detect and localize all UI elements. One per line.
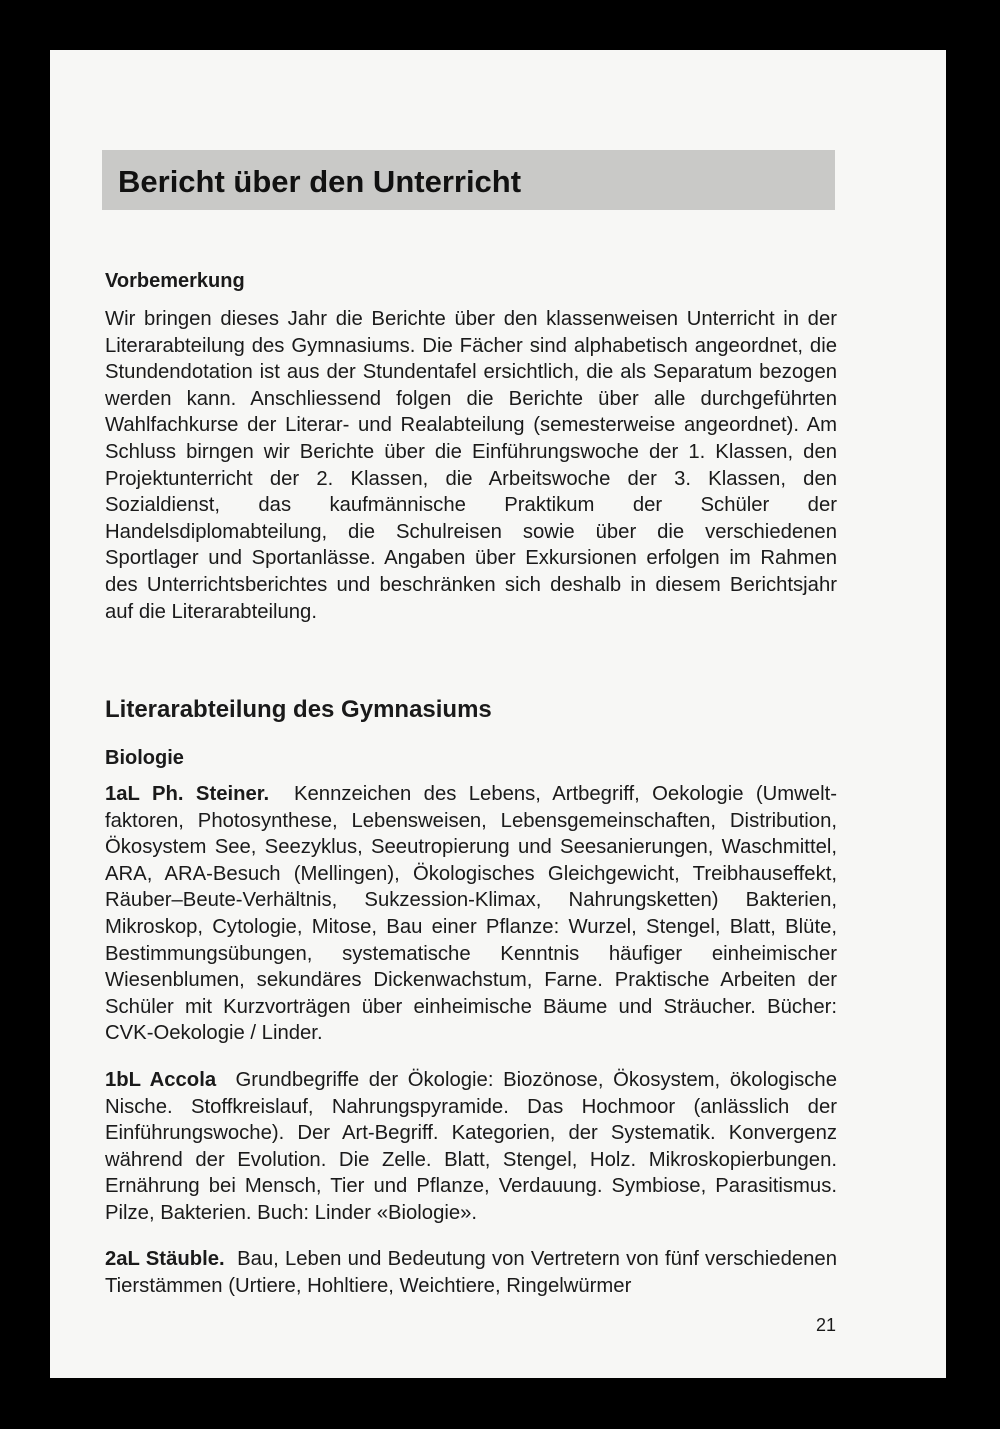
entry-1aL [105, 781, 837, 1047]
subject-heading: Biologie [105, 747, 184, 769]
page-title: Bericht über den Unterricht [118, 164, 522, 199]
entry-text: Bau, Leben und Bedeutung von Vertretern von fünf verschiedenen Tierstämmen (Urtiere, Hohltiere, Weichtiere, Ringelwürmer [105, 1248, 837, 1297]
preface-heading: Vorbemerkung [105, 270, 245, 292]
section-heading: Literarabteilung des Gymnasiums [105, 696, 492, 723]
preface-text: Wir bringen dieses Jahr die Berichte über den klassenweisen Unterricht in der Literarabteilung des Gymnasiums. Die Fächer sind alphabetisch angeordnet, die Stundendotation ist aus der Stundentafel ersichtlich, die als Separatum bezogen werden kann. Anschliessend folgen die Berichte über alle durchgeführten Wahlfachkurse der Literar- und Realabteilung (semesterweise angeordnet). Am Schluss birngen wir Berichte über die Einführungswoche der 1. Klassen, den Projektunterricht der 2. Klassen, die Arbeitswoche der 3. Klassen, den Sozialdienst, das kaufmännische Praktikum der Schüler der Handelsdiplomabteilung, die Schulreisen sowie über die verschiedenen Sportlager und Sportanlässe. Angaben über Exkursionen erfolgen im Rahmen des Unterrichtsberichtes und beschränken sich deshalb in diesem Berichtsjahr auf die Literarabteilung. [105, 308, 837, 623]
entry-label: 1aL Ph. Steiner. [105, 783, 270, 805]
page-number: 21 [815, 1315, 836, 1335]
page [50, 50, 946, 1378]
entry-text: Grundbegriffe der Ökologie: Biozönose, Ökosystem, ökologische Nische. Stoffkreislauf, Nahrungspyramide. Das Hochmoor (anlässlich der Einführungswoche). Der Art-Begriff. Kategorien, der Systematik. Konvergenz während der Evolution. Die Zelle. Blatt, Stengel, Holz. Mikroskopierbungen. Ernährung bei Mensch, Tier und Pflanze, Verdauung. Symbiose, Parasitismus. Pilze, Bakterien. Buch: Linder «Biologie». [105, 1069, 837, 1224]
entry-label: 1bL Accola [105, 1069, 217, 1091]
entry-label: 2aL Stäuble. [105, 1248, 225, 1270]
entry-1bL [105, 1067, 837, 1227]
entry-text: Kennzeichen des Lebens, Artbegriff, Oekologie (Umweltfaktoren, Photosynthese, Lebensweisen, Lebensgemeinschaften, Distribution, Ökosystem See, Seezyklus, Seeutropierung und Seesanierungen, Waschmittel, ARA, ARA-Besuch (Mellingen), Ökologisches Gleichgewicht, Treibhauseffekt, Räuber–Beute-Verhältnis, Sukzession-Klimax, Nahrungsketten) Bakterien, Mikroskop, Cytologie, Mitose, Bau einer Pflanze: Wurzel, Stengel, Blatt, Blüte, Bestimmungsübungen, systematische Kenntnis häufiger einheimischer Wiesenblumen, sekundäres Dickenwachstum, Farne. Praktische Arbeiten der Schüler mit Kurzvorträgen über einheimische Bäume und Sträucher. Bücher: CVK-Oekologie / Linder. [105, 783, 837, 1045]
title-band [102, 150, 835, 210]
entry-2aL [105, 1246, 837, 1299]
